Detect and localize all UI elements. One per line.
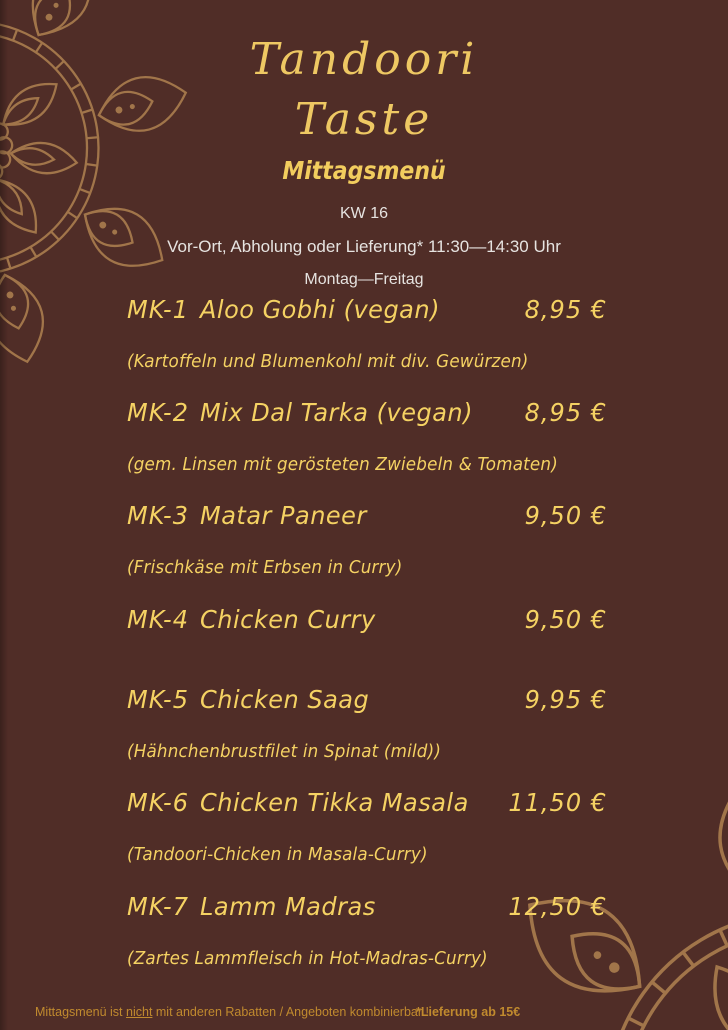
item-code: MK-2 <box>127 398 189 428</box>
item-name: Lamm Madras <box>200 892 376 922</box>
item-price: 12,50 € <box>508 892 607 922</box>
item-price: 9,95 € <box>524 685 607 715</box>
restaurant-name-line1: Tandoori <box>249 34 479 85</box>
item-code: MK-5 <box>127 685 189 715</box>
service-days: Montag—Freitag <box>304 271 424 288</box>
item-description: (Kartoffeln und Blumenkohl mit div. Gewürzen) <box>127 351 529 372</box>
service-hours: Vor-Ort, Abholung oder Lieferung* 11:30—14:30 Uhr <box>167 237 561 256</box>
combination-note <box>35 1005 429 1019</box>
combination-note-suffix: mit anderen Rabatten / Angeboten kombinierbar ! <box>152 1005 429 1019</box>
item-name: Chicken Saag <box>200 685 370 715</box>
item-name: Aloo Gobhi (vegan) <box>200 295 440 325</box>
item-description: (gem. Linsen mit gerösteten Zwiebeln & Tomaten) <box>127 454 558 475</box>
combination-note-underlined: nicht <box>126 1005 153 1019</box>
menu-footer <box>0 1000 728 1030</box>
item-code: MK-3 <box>127 501 189 531</box>
menu-subtitle: Mittagsmenü <box>282 156 446 185</box>
item-code: MK-1 <box>127 295 189 325</box>
delivery-note: *Lieferung ab 15€ <box>416 1005 521 1019</box>
item-name: Mix Dal Tarka (vegan) <box>200 398 473 428</box>
item-description: (Tandoori-Chicken in Masala-Curry) <box>127 844 428 865</box>
item-code: MK-7 <box>127 892 189 922</box>
item-price: 8,95 € <box>524 398 607 428</box>
item-description: (Hähnchenbrustfilet in Spinat (mild)) <box>127 741 442 762</box>
item-description: (Zartes Lammfleisch in Hot-Madras-Curry) <box>127 948 488 969</box>
calendar-week: KW 16 <box>339 205 388 222</box>
item-price: 11,50 € <box>508 788 607 818</box>
item-name: Chicken Tikka Masala <box>200 788 469 818</box>
combination-note-prefix: Mittagsmenü ist <box>35 1005 127 1019</box>
item-description: (Frischkäse mit Erbsen in Curry) <box>127 557 403 578</box>
item-name: Matar Paneer <box>200 501 367 531</box>
restaurant-name-line2: Taste <box>294 94 434 145</box>
item-name: Chicken Curry <box>200 605 376 635</box>
item-code: MK-4 <box>127 605 189 635</box>
item-code: MK-6 <box>127 788 189 818</box>
item-price: 8,95 € <box>524 295 607 325</box>
item-price: 9,50 € <box>524 501 607 531</box>
item-price: 9,50 € <box>524 605 607 635</box>
